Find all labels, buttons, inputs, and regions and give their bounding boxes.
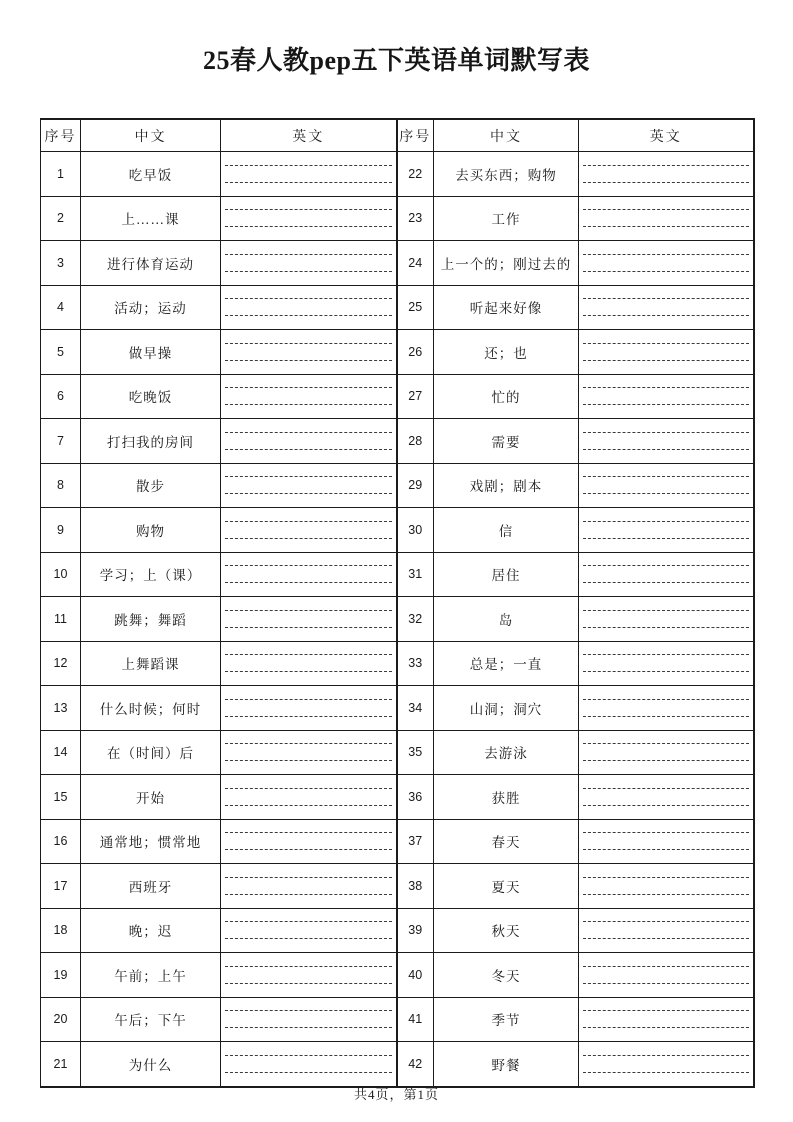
writing-rule-top — [225, 165, 392, 166]
writing-rule-top — [583, 209, 749, 210]
row-english-answer-left[interactable] — [221, 597, 397, 642]
row-english-answer-right[interactable] — [579, 241, 754, 286]
row-chinese-left: 做早操 — [81, 330, 221, 375]
row-chinese-right: 需要 — [434, 419, 579, 464]
writing-lines — [583, 697, 749, 719]
writing-rule-bottom — [225, 760, 392, 761]
row-chinese-right: 春天 — [434, 819, 579, 864]
table-row — [41, 463, 754, 508]
row-english-answer-right[interactable] — [579, 463, 754, 508]
writing-lines — [225, 697, 392, 719]
writing-rule-top — [225, 832, 392, 833]
writing-rule-bottom — [225, 983, 392, 984]
writing-rule-bottom — [225, 671, 392, 672]
row-number-left: 15 — [41, 775, 81, 820]
header-english-right: 英文 — [579, 119, 754, 152]
row-number-left: 7 — [41, 419, 81, 464]
row-chinese-right: 去游泳 — [434, 730, 579, 775]
writing-rule-bottom — [225, 271, 392, 272]
writing-lines — [225, 341, 392, 363]
table-header — [41, 119, 754, 152]
writing-rule-bottom — [583, 760, 749, 761]
writing-lines — [225, 1053, 392, 1075]
row-english-answer-left[interactable] — [221, 374, 397, 419]
row-english-answer-right[interactable] — [579, 819, 754, 864]
row-chinese-right: 信 — [434, 508, 579, 553]
row-number-right: 27 — [397, 374, 434, 419]
row-number-left: 13 — [41, 686, 81, 731]
row-chinese-right: 冬天 — [434, 953, 579, 998]
writing-rule-bottom — [225, 449, 392, 450]
row-english-answer-left[interactable] — [221, 419, 397, 464]
row-chinese-right: 野餐 — [434, 1042, 579, 1087]
writing-lines — [583, 207, 749, 229]
row-chinese-left: 散步 — [81, 463, 221, 508]
writing-lines — [583, 964, 749, 986]
row-english-answer-left[interactable] — [221, 864, 397, 909]
writing-rule-bottom — [225, 315, 392, 316]
row-english-answer-right[interactable] — [579, 374, 754, 419]
row-english-answer-right[interactable] — [579, 330, 754, 375]
row-chinese-right: 居住 — [434, 552, 579, 597]
row-chinese-left: 午后；下午 — [81, 997, 221, 1042]
writing-lines — [225, 207, 392, 229]
writing-lines — [583, 430, 749, 452]
row-number-left: 4 — [41, 285, 81, 330]
header-row — [41, 119, 754, 152]
row-number-right: 31 — [397, 552, 434, 597]
row-english-answer-right[interactable] — [579, 686, 754, 731]
writing-lines — [583, 608, 749, 630]
writing-rule-bottom — [583, 716, 749, 717]
row-number-left: 2 — [41, 196, 81, 241]
table-row — [41, 864, 754, 909]
row-english-answer-left[interactable] — [221, 775, 397, 820]
row-number-left: 21 — [41, 1042, 81, 1087]
row-chinese-right: 获胜 — [434, 775, 579, 820]
writing-lines — [225, 385, 392, 407]
row-chinese-right: 还；也 — [434, 330, 579, 375]
writing-rule-top — [583, 610, 749, 611]
table-row — [41, 552, 754, 597]
header-num-right: 序号 — [397, 119, 434, 152]
row-english-answer-right[interactable] — [579, 775, 754, 820]
table-row — [41, 908, 754, 953]
row-number-left: 14 — [41, 730, 81, 775]
row-number-right: 42 — [397, 1042, 434, 1087]
writing-rule-top — [225, 743, 392, 744]
writing-lines — [583, 519, 749, 541]
page-title: 25春人教pep五下英语单词默写表 — [203, 46, 590, 75]
row-english-answer-left[interactable] — [221, 330, 397, 375]
writing-rule-top — [583, 654, 749, 655]
writing-rule-top — [583, 254, 749, 255]
writing-rule-bottom — [583, 315, 749, 316]
writing-rule-top — [225, 877, 392, 878]
writing-rule-top — [225, 209, 392, 210]
row-english-answer-right[interactable] — [579, 285, 754, 330]
writing-rule-bottom — [583, 182, 749, 183]
writing-rule-top — [583, 699, 749, 700]
writing-lines — [225, 964, 392, 986]
row-english-answer-right[interactable] — [579, 641, 754, 686]
row-number-right: 41 — [397, 997, 434, 1042]
table-row — [41, 152, 754, 197]
writing-rule-top — [225, 966, 392, 967]
writing-rule-bottom — [225, 894, 392, 895]
row-english-answer-left[interactable] — [221, 953, 397, 998]
row-number-right: 34 — [397, 686, 434, 731]
row-number-left: 16 — [41, 819, 81, 864]
row-chinese-left: 什么时候；何时 — [81, 686, 221, 731]
row-english-answer-right[interactable] — [579, 908, 754, 953]
writing-lines — [225, 252, 392, 274]
writing-rule-bottom — [225, 182, 392, 183]
row-number-left: 20 — [41, 997, 81, 1042]
writing-rule-bottom — [583, 493, 749, 494]
writing-rule-bottom — [583, 627, 749, 628]
header-english-left: 英文 — [221, 119, 397, 152]
writing-rule-top — [225, 699, 392, 700]
row-number-left: 11 — [41, 597, 81, 642]
row-number-left: 5 — [41, 330, 81, 375]
row-chinese-left: 为什么 — [81, 1042, 221, 1087]
writing-lines — [583, 1053, 749, 1075]
writing-lines — [583, 830, 749, 852]
row-english-answer-right[interactable] — [579, 864, 754, 909]
row-number-right: 32 — [397, 597, 434, 642]
row-number-right: 35 — [397, 730, 434, 775]
header-chinese-left: 中文 — [81, 119, 221, 152]
writing-rule-top — [583, 387, 749, 388]
writing-lines — [225, 919, 392, 941]
writing-rule-top — [225, 521, 392, 522]
row-english-answer-left[interactable] — [221, 285, 397, 330]
row-english-answer-right[interactable] — [579, 730, 754, 775]
writing-rule-top — [225, 565, 392, 566]
writing-rule-bottom — [583, 582, 749, 583]
writing-rule-top — [225, 476, 392, 477]
table-row — [41, 953, 754, 998]
writing-rule-bottom — [583, 1027, 749, 1028]
writing-rule-top — [225, 298, 392, 299]
writing-rule-top — [583, 743, 749, 744]
row-number-right: 26 — [397, 330, 434, 375]
writing-lines — [225, 519, 392, 541]
row-english-answer-left[interactable] — [221, 1042, 397, 1087]
row-chinese-left: 晚；迟 — [81, 908, 221, 953]
table-row — [41, 508, 754, 553]
table-row — [41, 196, 754, 241]
row-number-right: 36 — [397, 775, 434, 820]
row-chinese-left: 进行体育运动 — [81, 241, 221, 286]
table-row — [41, 1042, 754, 1087]
writing-rule-bottom — [225, 582, 392, 583]
row-number-right: 28 — [397, 419, 434, 464]
writing-rule-bottom — [583, 271, 749, 272]
table-row — [41, 775, 754, 820]
table-body — [41, 152, 754, 1087]
row-english-answer-left[interactable] — [221, 463, 397, 508]
row-english-answer-right[interactable] — [579, 597, 754, 642]
row-number-left: 12 — [41, 641, 81, 686]
row-number-left: 10 — [41, 552, 81, 597]
row-number-left: 1 — [41, 152, 81, 197]
writing-rule-top — [583, 921, 749, 922]
row-english-answer-left[interactable] — [221, 997, 397, 1042]
writing-rule-top — [583, 966, 749, 967]
writing-lines — [583, 875, 749, 897]
writing-lines — [225, 1008, 392, 1030]
row-chinese-right: 秋天 — [434, 908, 579, 953]
writing-rule-top — [583, 1055, 749, 1056]
row-number-right: 39 — [397, 908, 434, 953]
writing-lines — [583, 163, 749, 185]
table-row — [41, 241, 754, 286]
writing-lines — [225, 786, 392, 808]
row-number-right: 24 — [397, 241, 434, 286]
row-chinese-left: 学习；上（课） — [81, 552, 221, 597]
writing-lines — [225, 608, 392, 630]
writing-lines — [225, 652, 392, 674]
writing-rule-top — [225, 1055, 392, 1056]
writing-rule-bottom — [583, 538, 749, 539]
writing-rule-bottom — [225, 360, 392, 361]
row-english-answer-right[interactable] — [579, 196, 754, 241]
row-number-right: 37 — [397, 819, 434, 864]
table-row — [41, 997, 754, 1042]
row-number-right: 30 — [397, 508, 434, 553]
writing-lines — [225, 563, 392, 585]
writing-rule-bottom — [583, 938, 749, 939]
writing-rule-bottom — [225, 627, 392, 628]
row-chinese-right: 工作 — [434, 196, 579, 241]
row-english-answer-right[interactable] — [579, 419, 754, 464]
row-chinese-left: 西班牙 — [81, 864, 221, 909]
row-english-answer-right[interactable] — [579, 152, 754, 197]
row-number-left: 3 — [41, 241, 81, 286]
row-chinese-left: 午前；上午 — [81, 953, 221, 998]
writing-rule-bottom — [225, 226, 392, 227]
writing-rule-bottom — [583, 983, 749, 984]
writing-lines — [583, 341, 749, 363]
row-chinese-left: 购物 — [81, 508, 221, 553]
row-chinese-left: 在（时间）后 — [81, 730, 221, 775]
writing-lines — [225, 474, 392, 496]
row-number-right: 29 — [397, 463, 434, 508]
row-number-left: 17 — [41, 864, 81, 909]
writing-rule-bottom — [225, 805, 392, 806]
row-english-answer-left[interactable] — [221, 552, 397, 597]
row-chinese-right: 季节 — [434, 997, 579, 1042]
writing-rule-top — [583, 1010, 749, 1011]
row-chinese-right: 夏天 — [434, 864, 579, 909]
row-english-answer-right[interactable] — [579, 1042, 754, 1087]
writing-rule-bottom — [583, 894, 749, 895]
table-row — [41, 419, 754, 464]
writing-lines — [583, 786, 749, 808]
table-row — [41, 819, 754, 864]
writing-lines — [225, 830, 392, 852]
writing-rule-bottom — [225, 716, 392, 717]
row-chinese-left: 活动；运动 — [81, 285, 221, 330]
writing-rule-top — [225, 788, 392, 789]
row-english-answer-left[interactable] — [221, 908, 397, 953]
row-number-right: 22 — [397, 152, 434, 197]
vocabulary-table — [40, 118, 755, 1088]
table-row — [41, 686, 754, 731]
writing-rule-bottom — [225, 1027, 392, 1028]
writing-lines — [583, 296, 749, 318]
row-chinese-right: 山洞；洞穴 — [434, 686, 579, 731]
writing-lines — [583, 1008, 749, 1030]
writing-lines — [583, 741, 749, 763]
row-english-answer-left[interactable] — [221, 508, 397, 553]
row-chinese-right: 岛 — [434, 597, 579, 642]
writing-rule-bottom — [583, 849, 749, 850]
writing-rule-top — [583, 832, 749, 833]
writing-rule-bottom — [225, 404, 392, 405]
writing-rule-bottom — [225, 1072, 392, 1073]
writing-rule-top — [225, 610, 392, 611]
table-row — [41, 374, 754, 419]
writing-lines — [583, 252, 749, 274]
row-number-left: 9 — [41, 508, 81, 553]
row-chinese-left: 开始 — [81, 775, 221, 820]
row-chinese-left: 跳舞；舞蹈 — [81, 597, 221, 642]
writing-rule-bottom — [583, 805, 749, 806]
row-english-answer-left[interactable] — [221, 196, 397, 241]
header-num-left: 序号 — [41, 119, 81, 152]
row-chinese-left: 吃晚饭 — [81, 374, 221, 419]
writing-lines — [225, 163, 392, 185]
writing-rule-bottom — [583, 671, 749, 672]
row-chinese-left: 吃早饭 — [81, 152, 221, 197]
row-chinese-right: 上一个的；刚过去的 — [434, 241, 579, 286]
writing-lines — [583, 919, 749, 941]
writing-lines — [225, 741, 392, 763]
writing-rule-top — [583, 298, 749, 299]
writing-lines — [583, 652, 749, 674]
writing-lines — [583, 385, 749, 407]
writing-rule-bottom — [225, 938, 392, 939]
writing-rule-top — [225, 387, 392, 388]
writing-lines — [583, 563, 749, 585]
row-number-left: 19 — [41, 953, 81, 998]
writing-rule-bottom — [225, 493, 392, 494]
row-chinese-left: 打扫我的房间 — [81, 419, 221, 464]
row-number-right: 25 — [397, 285, 434, 330]
row-english-answer-left[interactable] — [221, 152, 397, 197]
row-chinese-left: 通常地；惯常地 — [81, 819, 221, 864]
table-row — [41, 597, 754, 642]
row-number-left: 8 — [41, 463, 81, 508]
table-row — [41, 730, 754, 775]
row-number-right: 23 — [397, 196, 434, 241]
writing-rule-bottom — [225, 849, 392, 850]
writing-rule-top — [583, 521, 749, 522]
row-english-answer-right[interactable] — [579, 552, 754, 597]
row-english-answer-left[interactable] — [221, 241, 397, 286]
row-number-left: 6 — [41, 374, 81, 419]
row-english-answer-left[interactable] — [221, 686, 397, 731]
row-english-answer-right[interactable] — [579, 508, 754, 553]
writing-rule-bottom — [225, 538, 392, 539]
row-chinese-right: 戏剧；剧本 — [434, 463, 579, 508]
table-row — [41, 285, 754, 330]
writing-rule-top — [583, 788, 749, 789]
table-row — [41, 641, 754, 686]
writing-rule-top — [225, 343, 392, 344]
row-chinese-left: 上舞蹈课 — [81, 641, 221, 686]
row-chinese-right: 忙的 — [434, 374, 579, 419]
writing-lines — [225, 430, 392, 452]
row-chinese-left: 上……课 — [81, 196, 221, 241]
row-english-answer-right[interactable] — [579, 997, 754, 1042]
row-english-answer-left[interactable] — [221, 730, 397, 775]
row-english-answer-left[interactable] — [221, 819, 397, 864]
row-english-answer-right[interactable] — [579, 953, 754, 998]
header-chinese-right: 中文 — [434, 119, 579, 152]
row-chinese-right: 总是；一直 — [434, 641, 579, 686]
writing-rule-top — [583, 476, 749, 477]
row-number-right: 40 — [397, 953, 434, 998]
writing-rule-bottom — [583, 449, 749, 450]
row-number-right: 33 — [397, 641, 434, 686]
writing-rule-top — [225, 921, 392, 922]
row-chinese-right: 去买东西；购物 — [434, 152, 579, 197]
writing-rule-top — [583, 343, 749, 344]
writing-rule-top — [583, 165, 749, 166]
row-chinese-right: 听起来好像 — [434, 285, 579, 330]
writing-rule-top — [583, 565, 749, 566]
writing-rule-top — [225, 432, 392, 433]
table-row — [41, 330, 754, 375]
writing-lines — [225, 296, 392, 318]
writing-rule-bottom — [583, 1072, 749, 1073]
writing-rule-bottom — [583, 404, 749, 405]
writing-rule-top — [225, 254, 392, 255]
writing-rule-bottom — [583, 226, 749, 227]
writing-lines — [225, 875, 392, 897]
writing-lines — [583, 474, 749, 496]
writing-rule-bottom — [583, 360, 749, 361]
row-english-answer-left[interactable] — [221, 641, 397, 686]
row-number-right: 38 — [397, 864, 434, 909]
writing-rule-top — [225, 654, 392, 655]
writing-rule-top — [583, 877, 749, 878]
page-footer: 共4页，第1页 — [353, 1087, 439, 1102]
writing-rule-top — [225, 1010, 392, 1011]
row-number-left: 18 — [41, 908, 81, 953]
writing-rule-top — [583, 432, 749, 433]
